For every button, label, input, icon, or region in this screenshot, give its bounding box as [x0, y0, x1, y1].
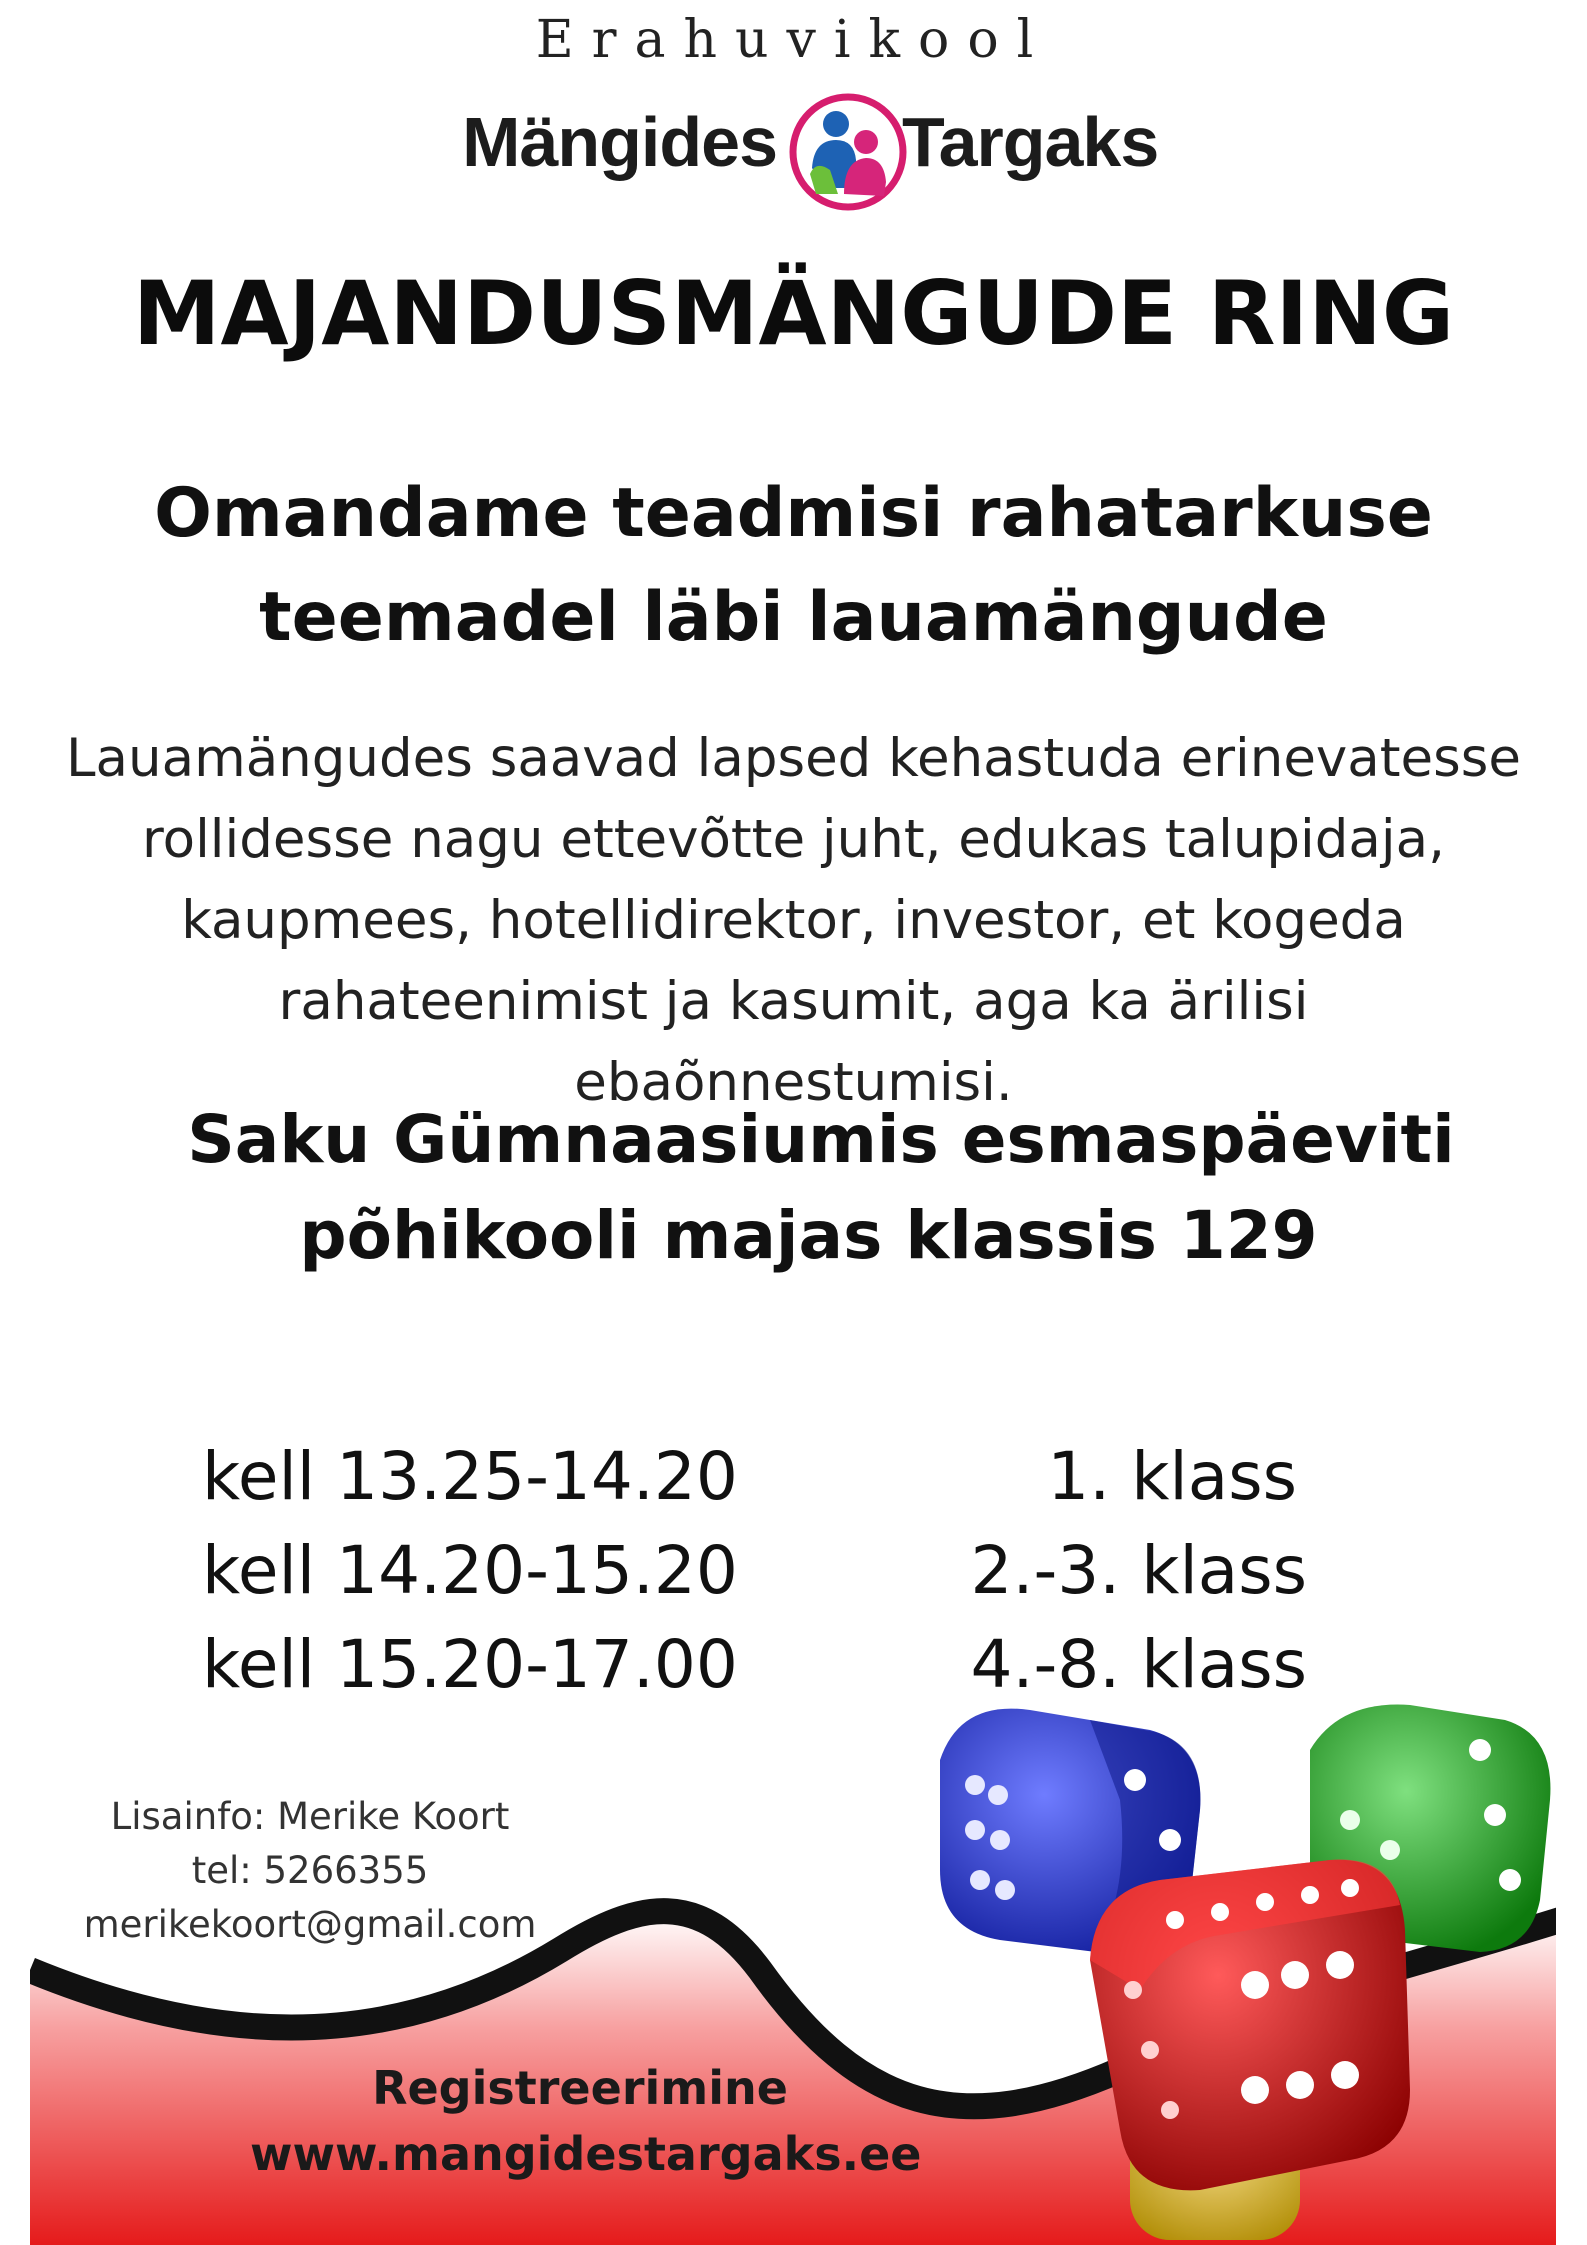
venue-line: põhikooli majas klassis 129 — [299, 1197, 1318, 1274]
intro-line: rollidesse nagu ettevõtte juht, edukas talupidaja, — [142, 809, 1445, 870]
school-kicker: Erahuvikool — [535, 10, 1052, 70]
venue-line: Saku Gümnaasiumis esmaspäeviti — [187, 1101, 1455, 1178]
schedule-grade: 2.-3. klass — [970, 1532, 1307, 1609]
intro-line: kaupmees, hotellidirektor, investor, et kogeda — [181, 890, 1406, 951]
schedule-time: kell 15.20-17.00 — [202, 1626, 738, 1703]
registration-label: Registreerimine — [372, 2061, 788, 2115]
venue-info — [0, 1092, 1587, 1284]
contact-name: Lisainfo: Merike Koort — [110, 1795, 510, 1838]
contact-email: merikekoort@gmail.com — [83, 1903, 537, 1946]
intro-line: rahateenimist ja kasumit, aga ka ärilisi ebaõnnestumisi. — [278, 971, 1309, 1113]
subtitle-line: teemadel läbi lauamängude — [259, 578, 1328, 657]
brand-logo — [0, 88, 1587, 208]
schedule-grade: 1. klass — [1047, 1438, 1297, 1515]
intro-paragraph — [60, 718, 1527, 1123]
dice-illustration — [920, 1690, 1560, 2245]
red-die-icon — [1090, 1860, 1410, 2191]
subtitle — [0, 462, 1587, 670]
family-logo-icon — [786, 90, 910, 214]
subtitle-line: Omandame teadmisi rahatarkuse — [154, 474, 1433, 553]
page-title: MAJANDUSMÄNGUDE RING — [132, 262, 1455, 365]
registration-url[interactable]: www.mangidestargaks.ee — [250, 2127, 922, 2181]
schedule-time: kell 13.25-14.20 — [202, 1438, 738, 1515]
contact-phone: tel: 5266355 — [191, 1849, 429, 1892]
logo-word-left: Mängides — [462, 103, 777, 181]
schedule-time: kell 14.20-15.20 — [202, 1532, 738, 1609]
schedule-grade: 4.-8. klass — [970, 1626, 1307, 1703]
intro-line: Lauamängudes saavad lapsed kehastuda erinevatesse — [66, 728, 1521, 789]
registration — [250, 2055, 922, 2187]
logo-word-right: Targaks — [902, 103, 1159, 181]
